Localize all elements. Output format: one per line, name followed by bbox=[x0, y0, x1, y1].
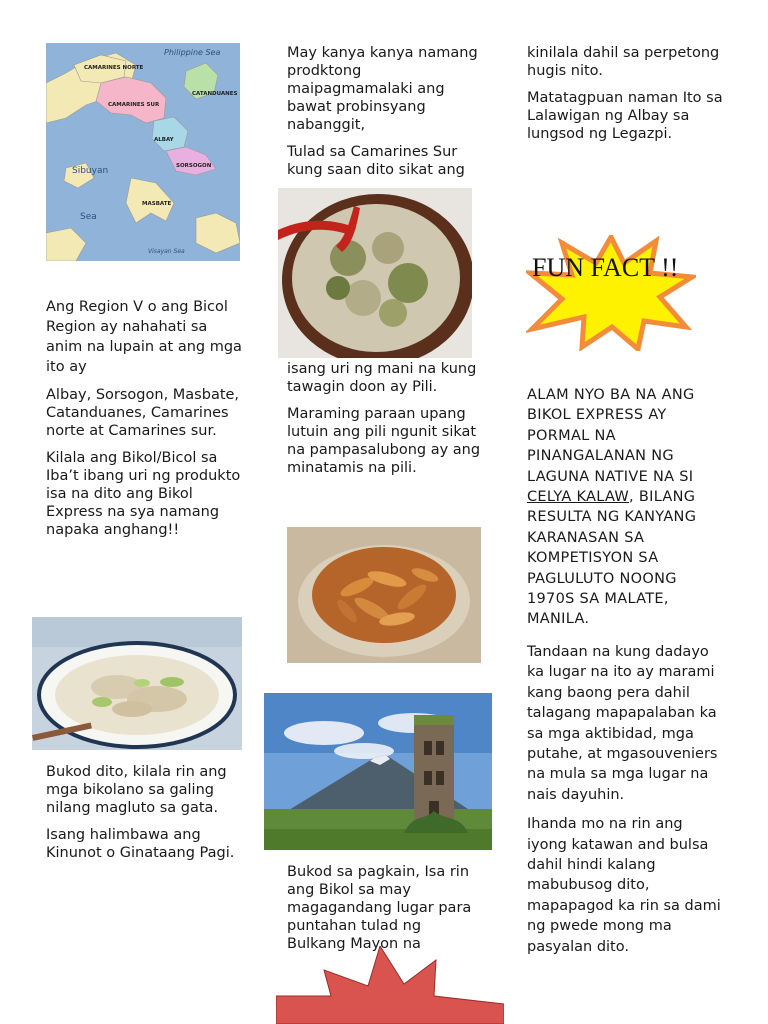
fun-fact-title: FUN FACT !! bbox=[532, 253, 679, 282]
map-label-visayan-sea: Visayan Sea bbox=[148, 248, 185, 255]
fun-fact-paragraph bbox=[527, 385, 727, 630]
travel-tips-text-block bbox=[527, 642, 727, 966]
fun-fact-text-start: ALAM NYO BA NA ANG BIKOL EXPRESS AY PORMAL NA PINANGALANAN NG LAGUNA NATIVE NA SI bbox=[527, 387, 695, 485]
fun-fact-text-end: , BILANG RESULTA NG KANYANG KARANASAN SA KOMPETISYON SA PAGLULUTO NOONG 1970S SA MALATE, MANILA. bbox=[527, 489, 697, 628]
bicol-region-map bbox=[46, 43, 240, 261]
legazpi-paragraph: Matatagpuan naman Ito sa Lalawigan ng Albay sa lungsod ng Legazpi. bbox=[527, 90, 723, 142]
fun-fact-text-block bbox=[527, 385, 727, 639]
katawan-bulsa-paragraph: Ihanda mo na rin ang iyong katawan and bulsa dahil hindi kalang mabubusog dito, mapapagod ka rin sa dami ng pwede mong ma pasyalan dito. bbox=[527, 816, 721, 955]
provinces-paragraph: Albay, Sorsogon, Masbate, Catanduanes, Camarines norte at Camarines sur. bbox=[46, 387, 240, 439]
map-label-catanduanes: CATANDUANES bbox=[192, 91, 238, 97]
celya-kalaw-name: CELYA KALAW bbox=[527, 489, 630, 506]
mayon-volcano-photo bbox=[264, 693, 492, 850]
bikol-express-paragraph: Kilala ang Bikol/Bicol sa Iba’t ibang uri ng produkto isa na dito ang Bikol Express na sya namang napaka anghang!! bbox=[46, 450, 241, 538]
pili-paragraph: isang uri ng mani na kung tawagin doon ay Pili. bbox=[287, 361, 477, 395]
gata-text-block bbox=[46, 763, 246, 871]
kinunot-paragraph: Isang halimbawa ang Kinunot o Ginataang Pagi. bbox=[46, 827, 235, 861]
map-label-sea: Sea bbox=[80, 212, 97, 222]
map-label-philippine-sea: Philippine Sea bbox=[164, 48, 221, 57]
mayon-paragraph: Bukod sa pagkain, Isa rin ang Bikol sa may magagandang lugar para puntahan tulad ng Bulkang Mayon na bbox=[287, 864, 472, 952]
map-label-albay: ALBAY bbox=[154, 137, 174, 143]
map-label-camarines-norte: CAMARINES NORTE bbox=[84, 65, 144, 71]
gata-paragraph: Bukod dito, kilala rin ang mga bikolano sa galing nilang magluto sa gata. bbox=[46, 764, 227, 816]
red-starburst-decoration bbox=[276, 946, 504, 1024]
camarines-sur-paragraph: Tulad sa Camarines Sur kung saan dito sikat ang bbox=[287, 144, 465, 178]
map-label-camarines-sur: CAMARINES SUR bbox=[108, 102, 160, 108]
intro-paragraph: Ang Region V o ang Bicol Region ay nahahati sa anim na lupain at ang mga ito ay bbox=[46, 299, 242, 375]
baong-pera-paragraph: Tandaan na kung dadayo ka lugar na ito ay marami kang baong pera dahil talagang mapapalaban ka sa mga aktibidad, mga putahe, at mgasouveniers na mula sa mga lugar na nais dayuhin. bbox=[527, 644, 718, 803]
intro-text-block bbox=[46, 297, 246, 548]
map-label-masbate: MASBATE bbox=[142, 201, 172, 207]
products-text-block bbox=[287, 44, 482, 188]
mayon-continued-text-block bbox=[527, 44, 727, 152]
kinunot-dish-photo bbox=[32, 617, 242, 750]
pili-nuts-photo bbox=[287, 527, 481, 663]
products-paragraph: May kanya kanya namang prodktong maipagmamalaki ang bawat probinsyang nabanggit, bbox=[287, 45, 478, 133]
minatamis-paragraph: Maraming paraan upang lutuin ang pili ngunit sikat na pampasalubong ay ang minatamis na pili. bbox=[287, 406, 481, 476]
map-label-sibuyan: Sibuyan bbox=[72, 166, 109, 176]
map-label-sorsogon: SORSOGON bbox=[176, 163, 212, 169]
mayon-shape-paragraph: kinilala dahil sa perpetong hugis nito. bbox=[527, 45, 720, 79]
bikol-express-photo bbox=[278, 188, 472, 358]
pili-text-block bbox=[287, 360, 482, 486]
